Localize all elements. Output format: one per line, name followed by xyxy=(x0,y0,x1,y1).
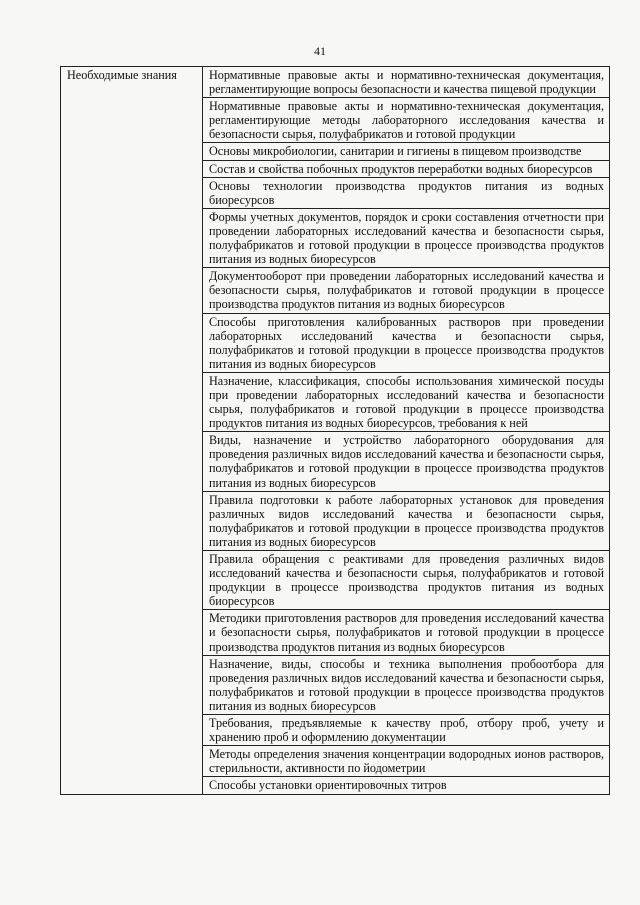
table-row xyxy=(61,67,610,98)
requirement-cell: Формы учетных документов, порядок и сроки составления отчетности при проведении лабораторных исследований качества и безопасности сырья, полуфабрикатов и готовой продукции в процессе производства продуктов питания из водных биоресурсов xyxy=(203,208,610,267)
requirement-cell: Документооборот при проведении лабораторных исследований качества и безопасности сырья, полуфабрикатов и готовой продукции в процессе производства продуктов питания из водных биоресурсов xyxy=(203,268,610,313)
requirement-cell: Назначение, классификация, способы использования химической посуды при проведении лабораторных исследований качества и безопасности сырья, полуфабрикатов и готовой продукции в процессе производства продуктов питания из водных биоресурсов, требования к ней xyxy=(203,372,610,431)
requirement-cell: Нормативные правовые акты и нормативно-техническая документация, регламентирующие методы лабораторного исследования качества и безопасности сырья, полуфабрикатов и готовой продукции xyxy=(203,98,610,143)
requirement-cell: Правила обращения с реактивами для проведения различных видов исследований качества и безопасности сырья, полуфабрикатов и готовой продукции в процессе производства продуктов питания из водных биоресурсов xyxy=(203,551,610,610)
section-label: Необходимые знания xyxy=(61,67,203,795)
knowledge-table xyxy=(60,66,610,795)
requirement-cell: Правила подготовки к работе лабораторных установок для проведения различных видов исследований качества и безопасности сырья, полуфабрикатов и готовой продукции в процессе производства продуктов питания из водных биоресурсов xyxy=(203,491,610,550)
requirement-cell: Назначение, виды, способы и техника выполнения пробоотбора для проведения различных видов исследований качества и безопасности сырья, полуфабрикатов и готовой продукции в процессе производства продуктов питания из водных биоресурсов xyxy=(203,655,610,714)
requirement-cell: Нормативные правовые акты и нормативно-техническая документация, регламентирующие вопросы безопасности и качества пищевой продукции xyxy=(203,67,610,98)
requirement-cell: Методики приготовления растворов для проведения исследований качества и безопасности сырья, полуфабрикатов и готовой продукции в процессе производства продуктов питания из водных биоресурсов xyxy=(203,610,610,655)
page-number: 41 xyxy=(314,44,326,58)
requirement-cell: Способы приготовления калиброванных растворов при проведении лабораторных исследований качества и безопасности сырья, полуфабрикатов и готовой продукции в процессе производства продуктов питания из водных биоресурсов xyxy=(203,313,610,372)
requirement-cell: Виды, назначение и устройство лабораторного оборудования для проведения различных видов исследований качества и безопасности сырья, полуфабрикатов и готовой продукции в процессе производства продуктов питания из водных биоресурсов xyxy=(203,432,610,491)
requirement-cell: Состав и свойства побочных продуктов переработки водных биоресурсов xyxy=(203,160,610,177)
requirement-cell: Методы определения значения концентрации водородных ионов растворов, стерильности, активности по йодометрии xyxy=(203,746,610,777)
requirement-cell: Основы микробиологии, санитарии и гигиены в пищевом производстве xyxy=(203,143,610,160)
requirement-cell: Способы установки ориентировочных титров xyxy=(203,777,610,794)
requirement-cell: Требования, предъявляемые к качеству проб, отбору проб, учету и хранению проб и оформлению документации xyxy=(203,715,610,746)
requirement-cell: Основы технологии производства продуктов питания из водных биоресурсов xyxy=(203,177,610,208)
